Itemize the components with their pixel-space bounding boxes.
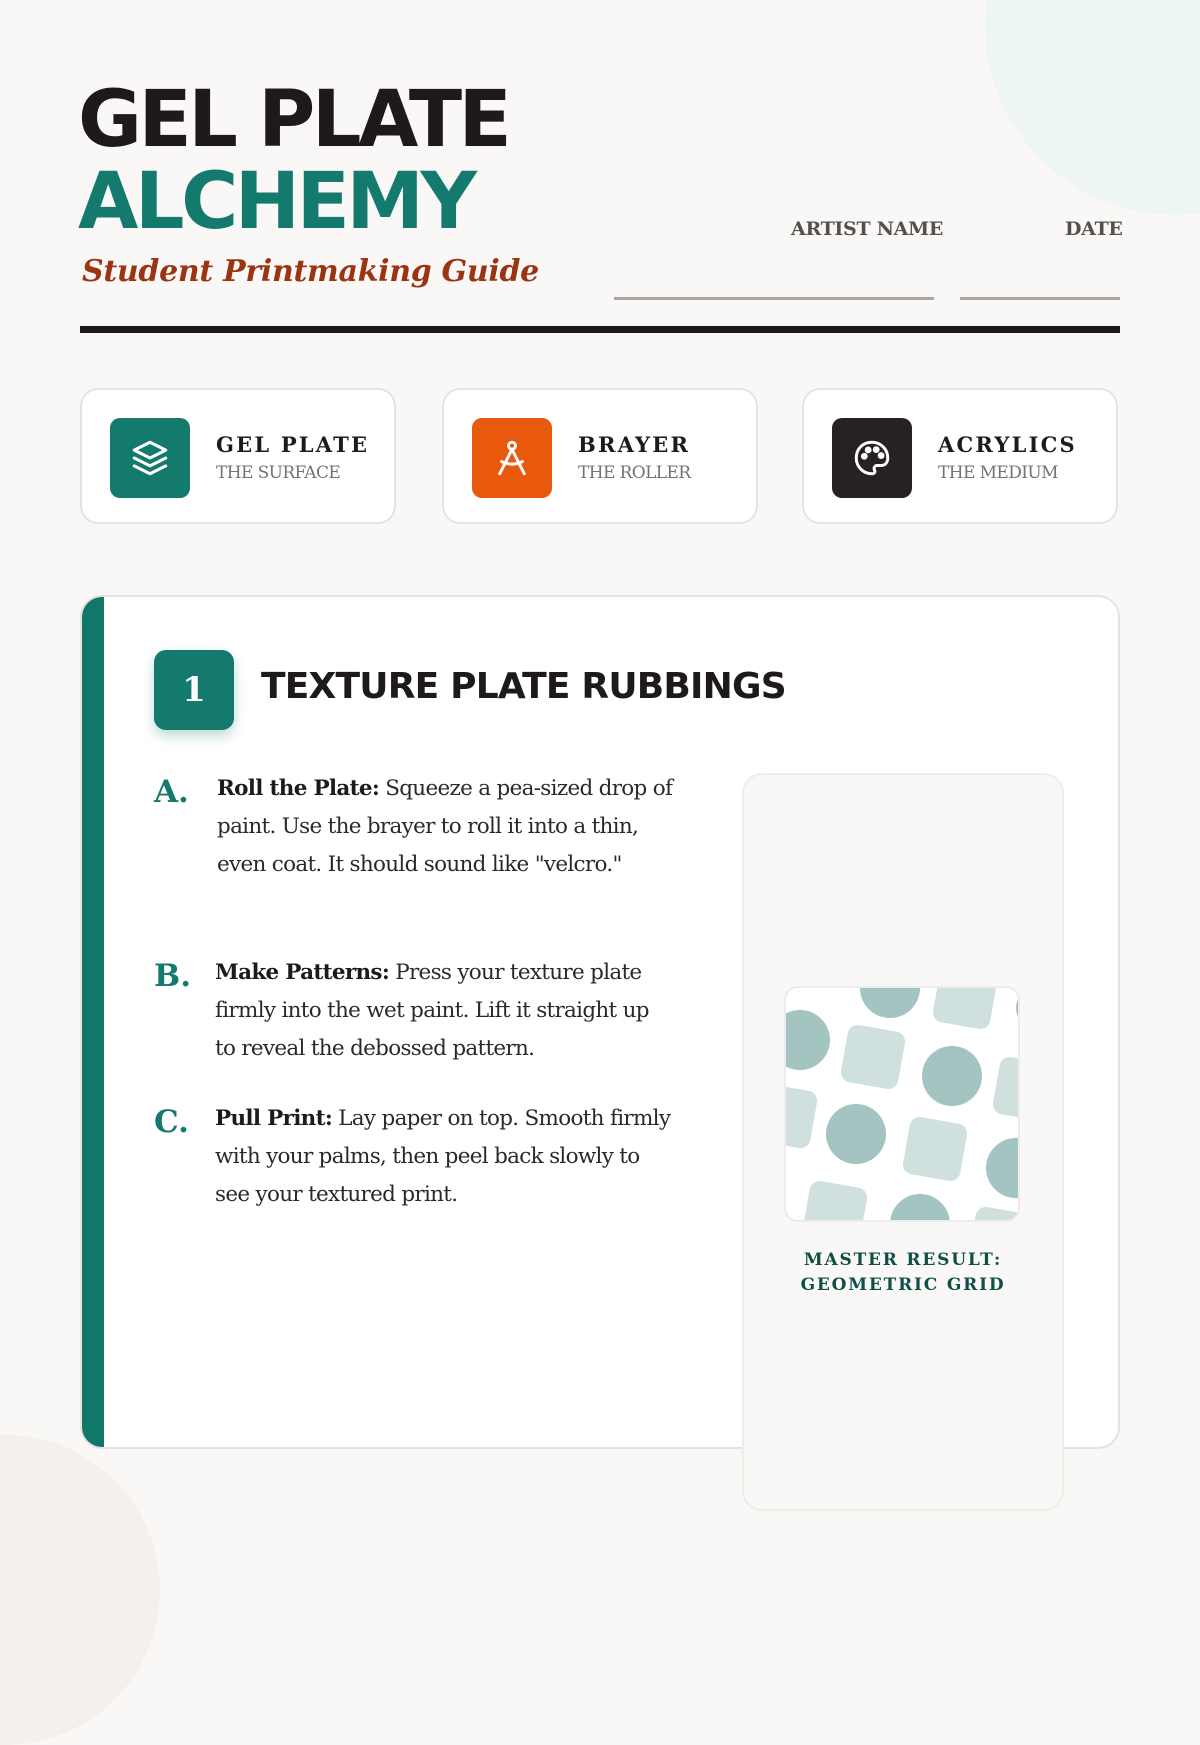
tool-name: GEL PLATE — [216, 432, 370, 457]
instruction-body: Lay paper on top. Smooth firmly with your palms, then peel back slowly to see your textured print. — [215, 1106, 671, 1207]
item-letter: B. — [154, 958, 191, 994]
tool-subtitle: THE MEDIUM — [938, 463, 1058, 483]
tool-name: ACRYLICS — [938, 432, 1077, 457]
header-divider — [80, 326, 1120, 333]
geometric-grid-print-image — [784, 986, 1020, 1222]
decorative-circle-bottom-left — [0, 1435, 160, 1745]
title-line-2: ALCHEMY — [78, 157, 474, 247]
date-field[interactable] — [960, 297, 1120, 300]
instruction-heading: Make Patterns: — [215, 960, 390, 985]
tool-card-gel-plate — [80, 388, 396, 524]
tool-card-acrylics — [802, 388, 1118, 524]
instruction-text — [215, 954, 675, 1068]
decorative-circle-top-right — [985, 0, 1200, 215]
result-caption — [742, 1248, 1064, 1298]
layers-icon — [110, 418, 190, 498]
instruction-text — [215, 1100, 675, 1214]
instruction-body: Press your texture plate firmly into the wet paint. Lift it straight up to reveal the debossed pattern. — [215, 960, 649, 1061]
result-caption-line-2: GEOMETRIC GRID — [800, 1275, 1006, 1295]
tool-subtitle: THE ROLLER — [578, 463, 691, 483]
page-subtitle: Student Printmaking Guide — [82, 254, 539, 289]
artist-name-label: ARTIST NAME — [791, 218, 944, 240]
artist-name-field[interactable] — [614, 297, 934, 300]
instruction-body: Squeeze a pea-sized drop of paint. Use the brayer to roll it into a thin, even coat. It should sound like "velcro." — [217, 776, 673, 877]
item-letter: C. — [154, 1104, 189, 1140]
step-number-badge: 1 — [154, 650, 234, 730]
instruction-text — [217, 770, 677, 884]
step-accent-bar — [82, 597, 104, 1447]
item-letter: A. — [154, 774, 189, 810]
result-caption-line-1: MASTER RESULT: — [803, 1250, 1003, 1270]
title-line-1: GEL PLATE — [78, 75, 509, 165]
step-title: TEXTURE PLATE RUBBINGS — [261, 666, 786, 707]
instruction-heading: Roll the Plate: — [217, 776, 380, 801]
palette-icon — [832, 418, 912, 498]
tool-subtitle: THE SURFACE — [216, 463, 341, 483]
brayer-icon — [472, 418, 552, 498]
date-label: DATE — [1065, 218, 1123, 240]
instruction-heading: Pull Print: — [215, 1106, 333, 1131]
tool-name: BRAYER — [578, 432, 691, 457]
tool-card-brayer — [442, 388, 758, 524]
